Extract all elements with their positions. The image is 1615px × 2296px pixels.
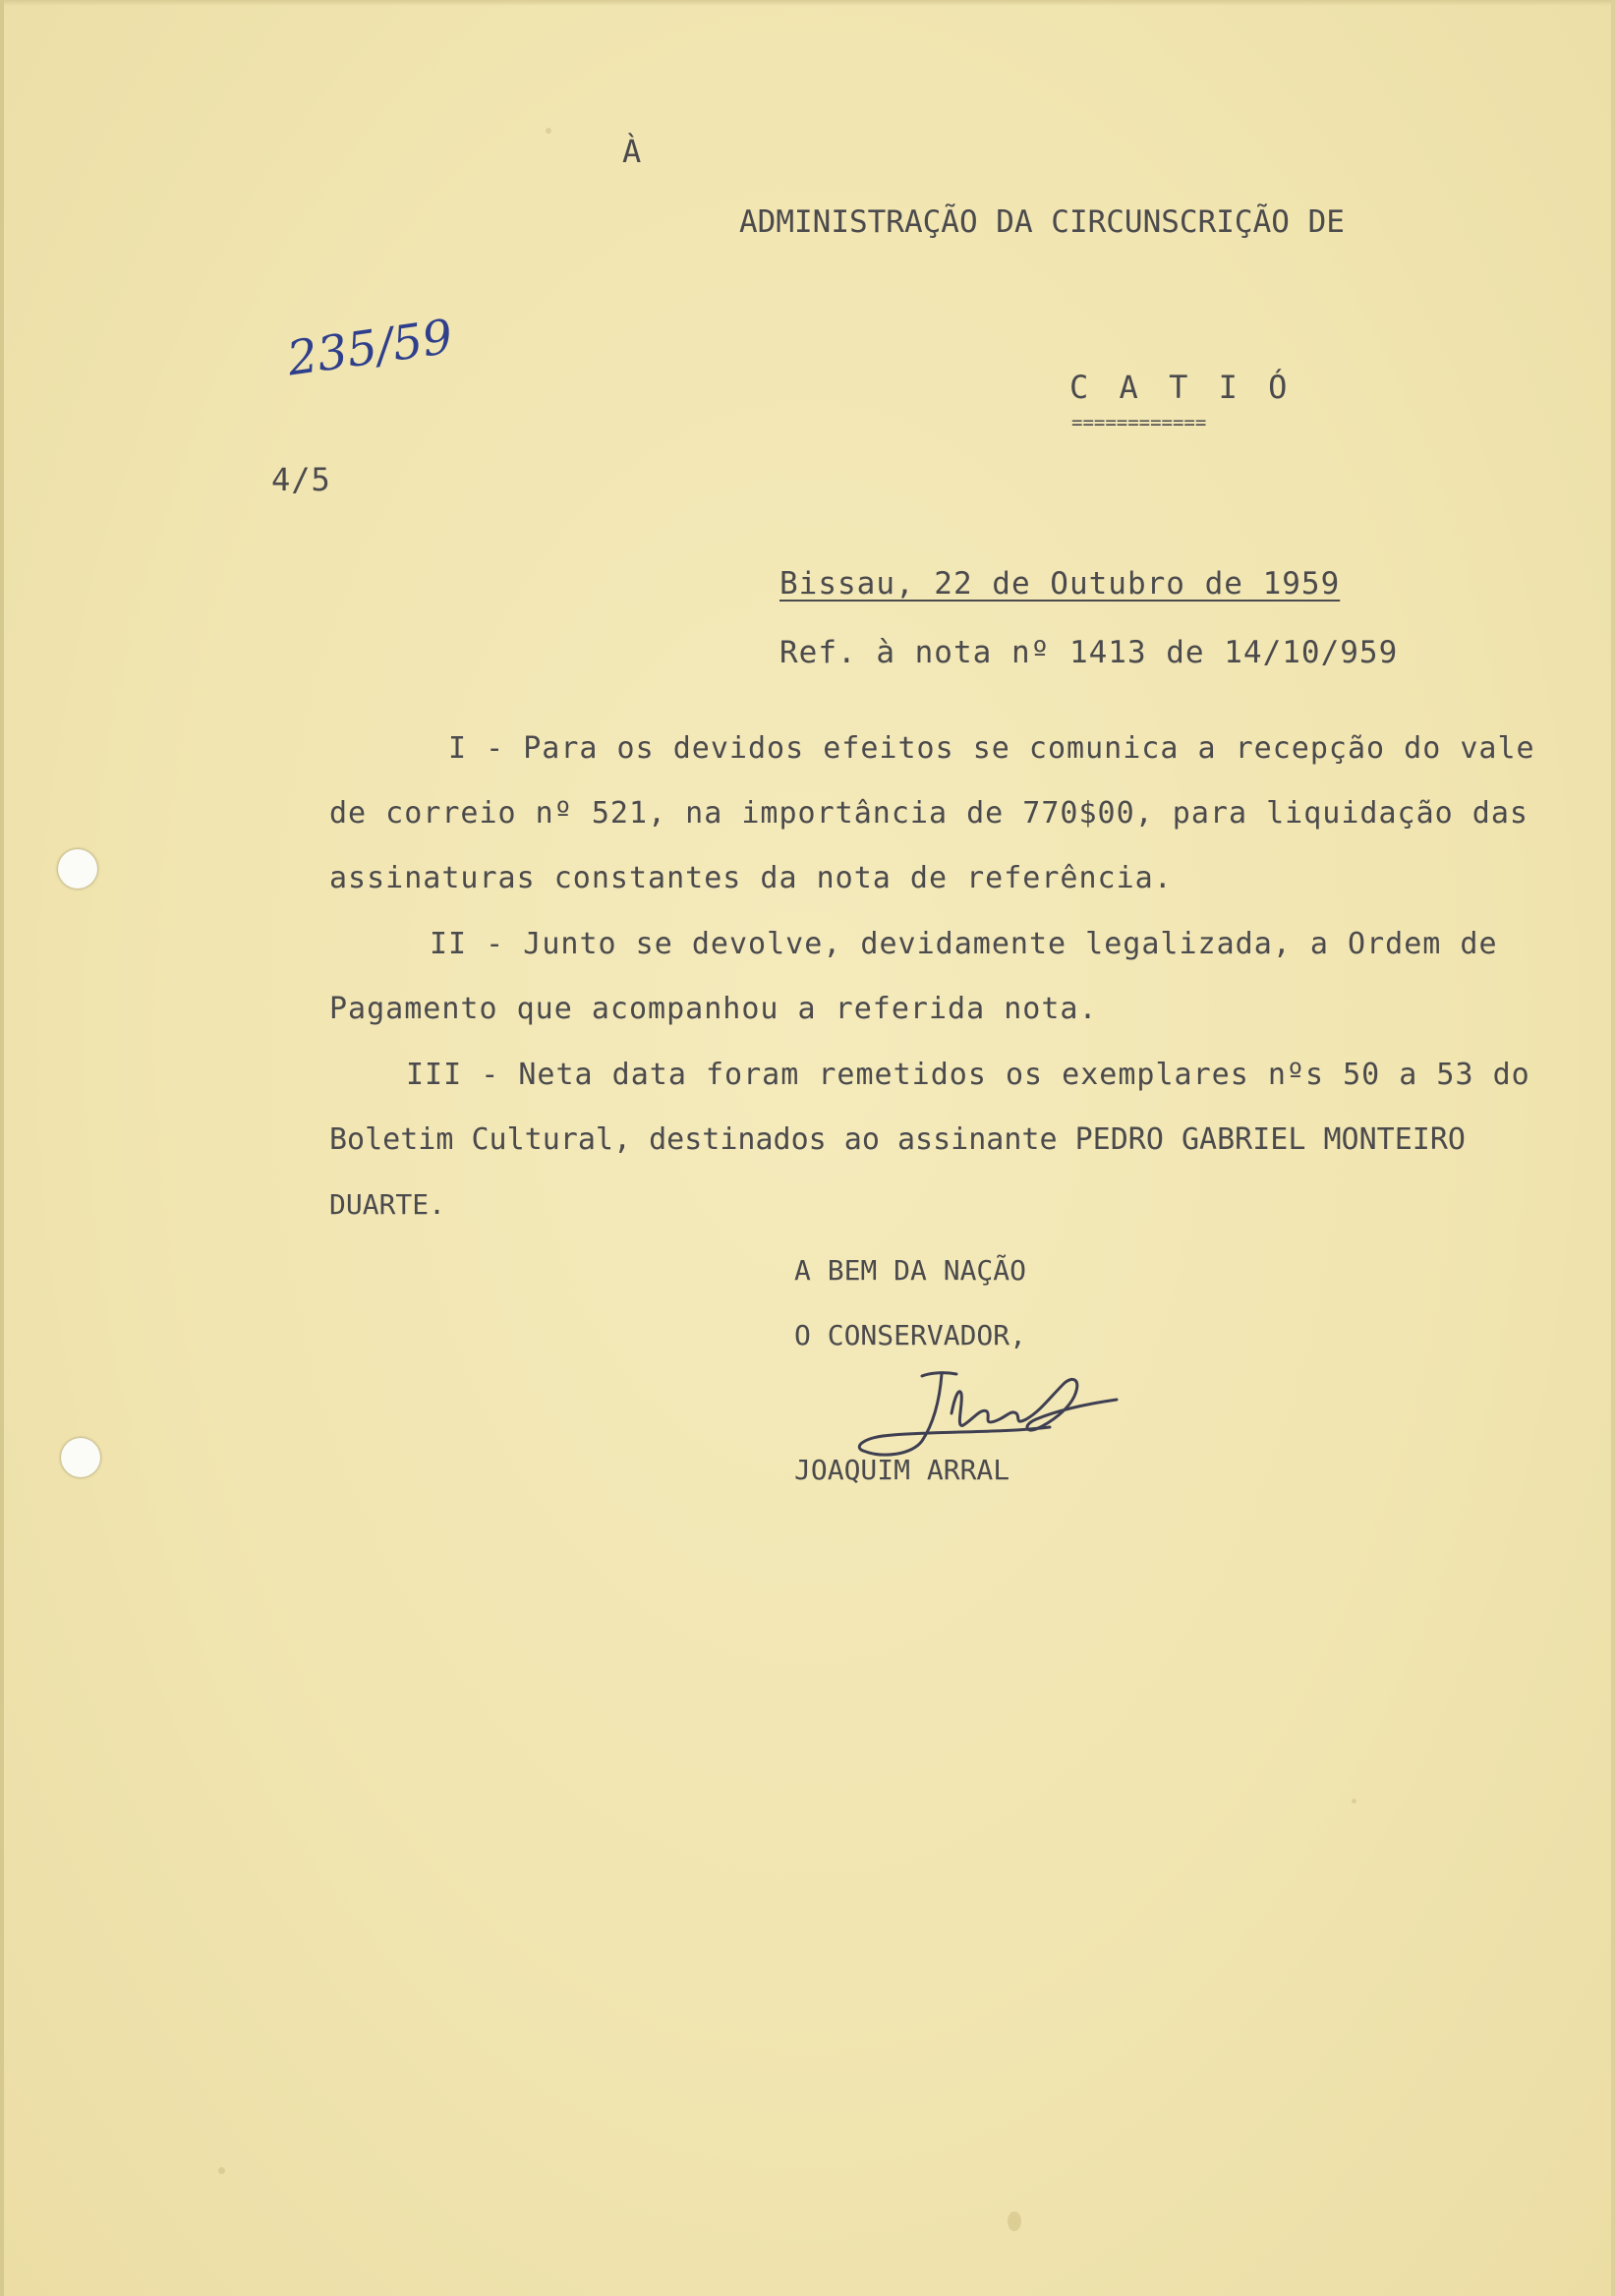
- body-line-3: assinaturas constantes da nota de referência.: [329, 861, 1173, 895]
- body-line-2: de correio nº 521, na importância de 770$00, para liquidação das: [329, 796, 1528, 831]
- closing-formula: A BEM DA NAÇÃO: [794, 1254, 1027, 1287]
- addressee-prefix: À: [622, 133, 643, 170]
- signatory-title: O CONSERVADOR,: [794, 1319, 1027, 1351]
- addressee: ADMINISTRAÇÃO DA CIRCUNSCRIÇÃO DE: [739, 204, 1345, 240]
- body-line-1: I - Para os devidos efeitos se comunica a recepção do vale: [448, 731, 1535, 766]
- page-edge-right: [1611, 0, 1615, 2296]
- dateline: Bissau, 22 de Outubro de 1959: [779, 566, 1341, 602]
- punch-hole-lower: [61, 1438, 100, 1477]
- paper-stain: [218, 2167, 225, 2174]
- page-edge-top: [0, 0, 1615, 6]
- paper-stain: [1352, 1799, 1356, 1804]
- punch-hole-upper: [58, 849, 97, 889]
- paper-stain: [1008, 2211, 1021, 2231]
- handwritten-reference: 235/59: [283, 309, 456, 387]
- place-underline: ============: [1071, 412, 1207, 433]
- body-line-7: Boletim Cultural, destinados ao assinante PEDRO GABRIEL MONTEIRO: [329, 1122, 1466, 1157]
- place-heading: C A T I Ó: [1069, 369, 1294, 406]
- signatory-name: JOAQUIM ARRAL: [794, 1454, 1010, 1486]
- body-line-5: Pagamento que acompanhou a referida nota.: [329, 992, 1098, 1026]
- file-number: 4/5: [271, 461, 331, 498]
- paper-stain: [546, 128, 551, 134]
- body-line-8: DUARTE.: [329, 1188, 446, 1221]
- page-edge-left: [0, 0, 4, 2296]
- body-line-4: II - Junto se devolve, devidamente legalizada, a Ordem de: [430, 927, 1498, 961]
- reference-line: Ref. à nota nº 1413 de 14/10/959: [779, 635, 1399, 670]
- body-line-6: III - Neta data foram remetidos os exemplares nºs 50 a 53 do: [406, 1058, 1530, 1092]
